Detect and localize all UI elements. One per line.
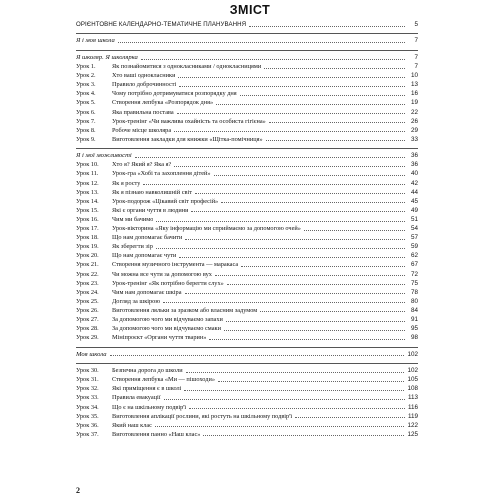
toc-lesson-row xyxy=(76,126,418,135)
page-ref: 49 xyxy=(410,206,418,214)
dot-leader xyxy=(141,59,405,60)
lesson-number: Урок 18. xyxy=(76,234,99,242)
dot-leader xyxy=(304,230,405,231)
page-ref: 105 xyxy=(407,376,418,384)
page-ref: 7 xyxy=(414,37,418,45)
lesson-title: Які приміщення є в школі xyxy=(112,385,182,393)
section-title: Я і моя школа xyxy=(76,37,115,45)
dot-leader xyxy=(264,68,405,69)
dot-leader xyxy=(156,248,405,249)
page-ref: 59 xyxy=(410,243,418,251)
dot-leader xyxy=(240,95,405,96)
lesson-number: Урок 27. xyxy=(76,315,99,323)
toc-lesson-row xyxy=(76,260,418,269)
toc-section-row xyxy=(76,36,418,45)
page-ref: 102 xyxy=(407,350,418,358)
toc-top-row xyxy=(76,20,418,29)
lesson-title: За допомогою чого ми відчуваємо запахи xyxy=(112,315,223,323)
lesson-number: Урок 28. xyxy=(76,325,99,333)
dot-leader xyxy=(249,26,405,27)
lesson-number: Урок 35. xyxy=(76,412,99,420)
toc-lesson-row xyxy=(76,98,418,107)
lesson-number: Урок 17. xyxy=(76,225,99,233)
page-ref: 67 xyxy=(410,261,418,269)
toc-lesson-row xyxy=(76,315,418,324)
page-ref: 7 xyxy=(414,53,418,61)
lesson-title: Хто я? Який я? Яка я? xyxy=(112,161,172,169)
lesson-title: Виготовлення ляльки за зразком або власним задумом xyxy=(112,306,258,314)
dot-leader xyxy=(164,399,405,400)
lesson-number: Урок 11. xyxy=(76,170,99,178)
lesson-title: Як я пізнаю навколишній світ xyxy=(112,188,192,196)
dot-leader xyxy=(163,302,405,303)
lesson-number: Урок 26. xyxy=(76,306,99,314)
page-ref: 36 xyxy=(410,161,418,169)
dot-leader xyxy=(241,266,405,267)
toc-lesson-row xyxy=(76,233,418,242)
toc-lesson-row xyxy=(76,169,418,178)
lesson-title: Чи можна все чути за допомогою вух xyxy=(112,270,212,278)
toc-lesson-row xyxy=(76,62,418,71)
page-ref: 95 xyxy=(410,325,418,333)
lesson-title: Виготовлення закладки для книжки «Щітка-помічниця» xyxy=(112,135,263,143)
toc-lesson-row xyxy=(76,224,418,233)
page-number: 2 xyxy=(76,486,80,495)
toc-section-row xyxy=(76,151,418,160)
lesson-title: Який наш клас xyxy=(112,421,152,429)
lesson-title: Яка правильна постава xyxy=(112,108,174,116)
toc-lesson-row xyxy=(76,251,418,260)
lesson-number: Урок 16. xyxy=(76,215,99,223)
lesson-number: Урок 36. xyxy=(76,421,99,429)
page-ref: 44 xyxy=(410,188,418,196)
page-ref: 42 xyxy=(410,179,418,187)
toc-lesson-row xyxy=(76,421,418,430)
lesson-title: Урок-гра «Хобі та захоплення дітей» xyxy=(112,170,211,178)
lesson-title: За допомогою чого ми відчуваємо смаки xyxy=(112,325,221,333)
lesson-title: Хто вашi однокласники xyxy=(112,72,176,80)
lesson-title: Урок-тренінг «Чи важлива охайність та особиста гігієна» xyxy=(112,117,266,125)
page-ref: 102 xyxy=(407,367,418,375)
dot-leader xyxy=(216,104,405,105)
toc-lesson-row xyxy=(76,215,418,224)
lesson-number: Урок 19. xyxy=(76,243,99,251)
page-ref: 57 xyxy=(410,234,418,242)
page-ref: 75 xyxy=(410,279,418,287)
section-divider xyxy=(76,144,418,149)
toc-lesson-row xyxy=(76,333,418,342)
dot-leader xyxy=(195,193,405,194)
toc-section-row xyxy=(76,350,418,359)
page-ref: 116 xyxy=(407,403,418,411)
lesson-title: Створення лепбука «Розпорядок дня» xyxy=(112,99,214,107)
toc-lesson-row xyxy=(76,117,418,126)
lesson-number: Урок 7. xyxy=(76,117,96,125)
dot-leader xyxy=(209,339,405,340)
lesson-title: Що нам допомагає чути xyxy=(112,252,177,260)
dot-leader xyxy=(185,293,406,294)
page-ref: 10 xyxy=(410,72,418,80)
page-ref: 72 xyxy=(410,270,418,278)
lesson-title: Створення лепбука «Ми — пішоходи» xyxy=(112,376,215,384)
lesson-title: Чим нам допомагає шкіра xyxy=(112,288,182,296)
section-divider xyxy=(76,29,418,34)
lesson-title: Урок-подорож «Цікавий світ професій» xyxy=(112,197,219,205)
toc-lesson-row xyxy=(76,179,418,188)
lesson-number: Урок 32. xyxy=(76,385,99,393)
toc-lesson-row xyxy=(76,306,418,315)
lesson-title: Чим ми бачимо xyxy=(112,215,154,223)
section-divider xyxy=(76,342,418,347)
toc-lesson-row xyxy=(76,270,418,279)
lesson-title: Як познайомитися з однокласниками / однокласницями xyxy=(112,63,262,71)
lesson-number: Урок 9. xyxy=(76,135,96,143)
lesson-title: Правило доброчинності xyxy=(112,81,177,89)
dot-leader xyxy=(156,221,405,222)
dot-leader xyxy=(118,42,405,43)
dot-leader xyxy=(269,122,405,123)
toc-lesson-row xyxy=(76,384,418,393)
dot-leader xyxy=(189,408,405,409)
lesson-title: Урок-тренінг «Як потрібно берегти слух» xyxy=(112,279,224,287)
lesson-number: Урок 24. xyxy=(76,288,99,296)
lesson-title: Правила евакуації xyxy=(112,394,161,402)
table-of-contents xyxy=(76,20,418,439)
section-title: Моя школа xyxy=(76,350,107,358)
dot-leader xyxy=(266,140,405,141)
toc-lesson-row xyxy=(76,89,418,98)
lesson-title: Що нам допомагає бачити xyxy=(112,234,183,242)
page-ref: 80 xyxy=(410,297,418,305)
dot-leader xyxy=(174,131,405,132)
toc-lesson-row xyxy=(76,135,418,144)
lesson-number: Урок 31. xyxy=(76,376,99,384)
toc-lesson-row xyxy=(76,279,418,288)
page-ref: 13 xyxy=(410,81,418,89)
toc-lesson-row xyxy=(76,366,418,375)
dot-leader xyxy=(185,239,405,240)
page-ref: 62 xyxy=(410,252,418,260)
section-title: Я школяр. Я школярка xyxy=(76,53,138,61)
page-ref: 36 xyxy=(410,152,418,160)
dot-leader xyxy=(214,175,405,176)
page-ref: 113 xyxy=(407,394,418,402)
dot-leader xyxy=(186,372,405,373)
toc-lesson-row xyxy=(76,242,418,251)
page-ref: 26 xyxy=(410,117,418,125)
lesson-title: Урок-вікторина «Яку інформацію ми сприймаємо за допомогою очей» xyxy=(112,225,301,233)
dot-leader xyxy=(179,257,405,258)
dot-leader xyxy=(224,330,405,331)
lesson-number: Урок 6. xyxy=(76,108,96,116)
page-ref: 5 xyxy=(414,21,418,28)
page-ref: 22 xyxy=(410,108,418,116)
page-ref: 16 xyxy=(410,90,418,98)
page-ref: 78 xyxy=(410,288,418,296)
lesson-title: Догляд за шкірою xyxy=(112,297,161,305)
dot-leader xyxy=(260,311,405,312)
page-ref: 119 xyxy=(407,412,418,420)
dot-leader xyxy=(143,184,405,185)
page-ref: 40 xyxy=(410,170,418,178)
dot-leader xyxy=(177,113,405,114)
dot-leader xyxy=(135,157,405,158)
toc-lesson-row xyxy=(76,108,418,117)
page-ref: 51 xyxy=(410,215,418,223)
dot-leader xyxy=(227,284,405,285)
toc-lesson-row xyxy=(76,188,418,197)
dot-leader xyxy=(110,355,405,356)
section-divider xyxy=(76,359,418,364)
lesson-number: Урок 23. xyxy=(76,279,99,287)
lesson-title: Які є органи чуття в людини xyxy=(112,206,189,214)
lesson-number: Урок 10. xyxy=(76,161,99,169)
dot-leader xyxy=(179,86,405,87)
dot-leader xyxy=(221,202,405,203)
dot-leader xyxy=(218,381,405,382)
lesson-number: Урок 13. xyxy=(76,188,99,196)
toc-lesson-row xyxy=(76,297,418,306)
toc-lesson-row xyxy=(76,375,418,384)
lesson-number: Урок 2. xyxy=(76,72,96,80)
page-ref: 122 xyxy=(407,421,418,429)
dot-leader xyxy=(184,390,404,391)
page-ref: 108 xyxy=(407,385,418,393)
lesson-title: Що є на шкільному подвір'ї xyxy=(112,403,187,411)
lesson-number: Урок 21. xyxy=(76,261,99,269)
dot-leader xyxy=(191,211,405,212)
toc-lesson-row xyxy=(76,197,418,206)
lesson-number: Урок 20. xyxy=(76,252,99,260)
lesson-number: Урок 14. xyxy=(76,197,99,205)
toc-lesson-row xyxy=(76,206,418,215)
page-ref: 19 xyxy=(410,99,418,107)
page-ref: 54 xyxy=(410,225,418,233)
dot-leader xyxy=(174,166,405,167)
lesson-number: Урок 4. xyxy=(76,90,96,98)
toc-section-row xyxy=(76,53,418,62)
lesson-number: Урок 34. xyxy=(76,403,99,411)
lesson-number: Урок 37. xyxy=(76,430,99,438)
dot-leader xyxy=(203,435,404,436)
lesson-title: Чому потрібно дотримуватися розпорядку дня xyxy=(112,90,237,98)
toc-lesson-row xyxy=(76,71,418,80)
dot-leader xyxy=(226,321,405,322)
lesson-number: Урок 15. xyxy=(76,206,99,214)
lesson-number: Урок 25. xyxy=(76,297,99,305)
toc-lesson-row xyxy=(76,403,418,412)
lesson-number: Урок 5. xyxy=(76,99,96,107)
toc-lesson-row xyxy=(76,288,418,297)
section-divider xyxy=(76,46,418,51)
lesson-title: Виготовлення аплікації рослини, які ростуть на шкільному подвір'ї xyxy=(112,412,293,420)
lesson-number: Урок 3. xyxy=(76,81,96,89)
lesson-number: Урок 30. xyxy=(76,367,99,375)
dot-leader xyxy=(215,275,405,276)
dot-leader xyxy=(155,426,405,427)
lesson-title: Створення музичного інструмента — маракаса xyxy=(112,261,239,269)
section-title: ОРІЄНТОВНЕ КАЛЕНДАРНО-ТЕМАТИЧНЕ ПЛАНУВАННЯ xyxy=(76,21,247,28)
lesson-title: Мініпроєкт «Органи чуття тварин» xyxy=(112,334,207,342)
page-ref: 84 xyxy=(410,306,418,314)
lesson-number: Урок 22. xyxy=(76,270,99,278)
toc-lesson-row xyxy=(76,412,418,421)
lesson-title: Безпечна дорога до школи xyxy=(112,367,183,375)
lesson-number: Урок 12. xyxy=(76,179,99,187)
lesson-title: Як зберегти зір xyxy=(112,243,153,251)
page-title: ЗМІСТ xyxy=(229,3,271,17)
toc-lesson-row xyxy=(76,80,418,89)
lesson-title: Робоче місце школяра xyxy=(112,126,172,134)
lesson-number: Урок 1. xyxy=(76,63,96,71)
page-ref: 29 xyxy=(410,126,418,134)
toc-lesson-row xyxy=(76,393,418,402)
page-ref: 98 xyxy=(410,334,418,342)
section-title: Я і мої можливості xyxy=(76,152,132,160)
toc-lesson-row xyxy=(76,324,418,333)
lesson-number: Урок 29. xyxy=(76,334,99,342)
page-ref: 91 xyxy=(410,315,418,323)
lesson-title: Як я росту xyxy=(112,179,141,187)
lesson-title: Виготовлення панно «Наш клас» xyxy=(112,430,201,438)
lesson-number: Урок 33. xyxy=(76,394,99,402)
page-ref: 45 xyxy=(410,197,418,205)
lesson-number: Урок 8. xyxy=(76,126,96,134)
page-ref: 125 xyxy=(407,430,418,438)
dot-leader xyxy=(295,417,405,418)
toc-lesson-row xyxy=(76,160,418,169)
page-ref: 7 xyxy=(414,63,418,71)
toc-lesson-row xyxy=(76,430,418,439)
dot-leader xyxy=(178,77,405,78)
page-ref: 33 xyxy=(410,135,418,143)
